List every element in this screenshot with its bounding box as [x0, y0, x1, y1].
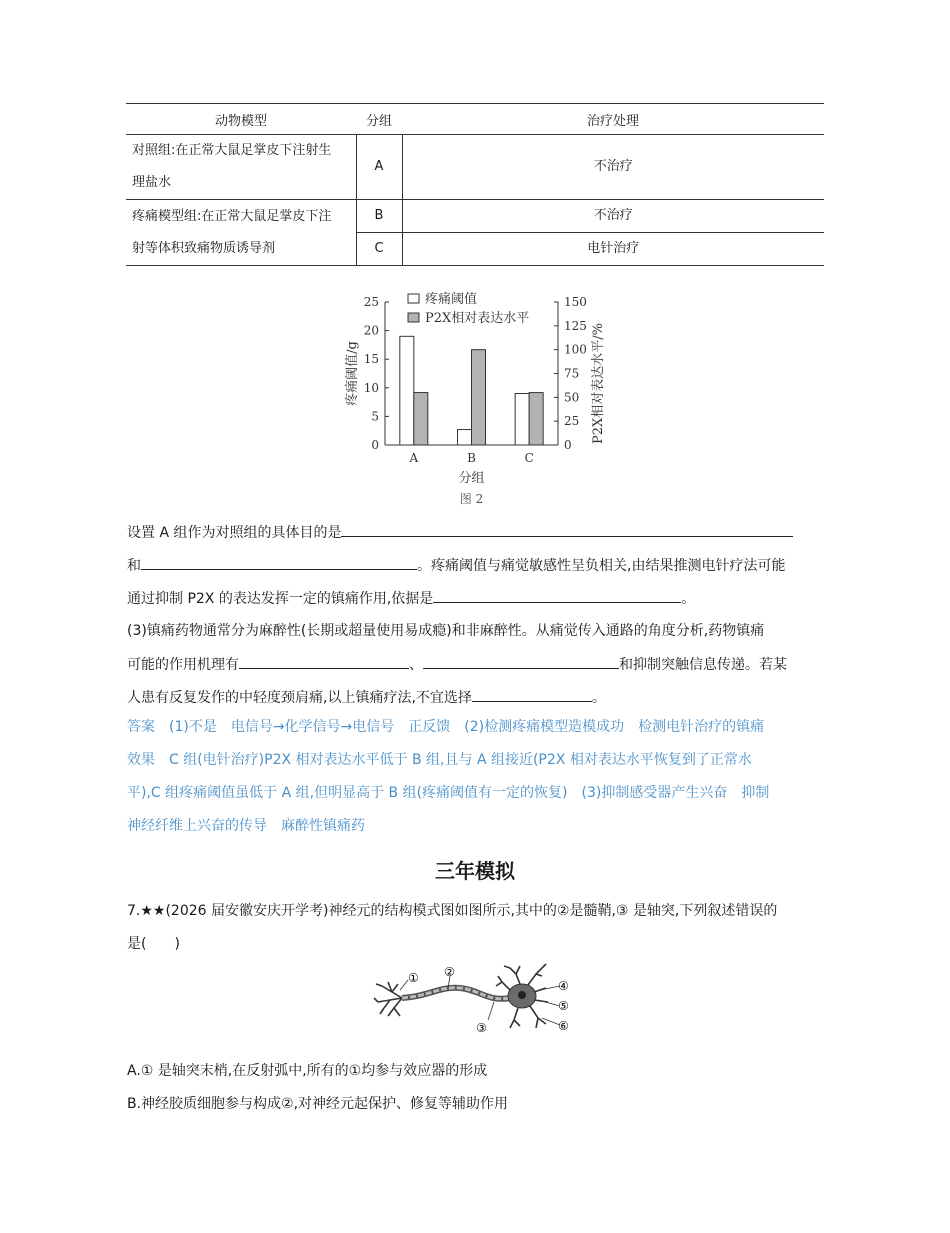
left-axis-label: 疼痛阈值/g — [345, 341, 360, 406]
question-2-line-2 — [127, 555, 785, 576]
myelin-sheath-shape — [402, 988, 510, 999]
table-cell-treatment: 不治疗 — [402, 135, 824, 200]
cell-line: 理盐水 — [132, 175, 172, 190]
right-tick-label: 150 — [564, 295, 587, 309]
x-axis-label: 分组 — [458, 471, 485, 486]
right-axis-label: P2X相对表达水平/% — [591, 322, 606, 445]
table-cell-group: B — [356, 200, 402, 233]
question-7-line-1: 7.★★(2026 届安徽安庆开学考)神经元的结构模式图如图所示,其中的②是髓鞘,③ 是轴突,下列叙述错误的 — [127, 903, 778, 919]
right-tick-label: 50 — [564, 390, 580, 405]
right-tick-label: 100 — [564, 342, 587, 357]
left-tick-label: 10 — [363, 380, 379, 395]
right-tick-label: 25 — [564, 414, 580, 429]
table-cell-group: C — [356, 233, 402, 266]
option-b: B.神经胶质细胞参与构成②,对神经元起保护、修复等辅助作用 — [127, 1096, 509, 1112]
bar-left — [515, 394, 529, 445]
cell-line: 射等体积致痛物质诱导剂 — [132, 240, 276, 256]
left-tick-label: 20 — [363, 323, 379, 338]
treatment-table — [126, 103, 824, 266]
neuron-label-6: ⑥ — [558, 1019, 569, 1033]
left-tick-label: 5 — [371, 409, 379, 424]
bar-right — [472, 350, 486, 445]
nucleus-shape — [518, 991, 526, 999]
text-span: 、 — [409, 657, 423, 673]
bar-left — [458, 430, 472, 445]
neuron-diagram — [370, 962, 580, 1042]
text-span: (3)镇痛药物通常分为麻醉性(长期或超量使用易成瘾)和非麻醉性。从痛觉传入通路的角度分析,药物镇痛 — [127, 623, 765, 639]
neuron-label-2: ② — [444, 965, 455, 979]
table-header-model: 动物模型 — [126, 104, 356, 135]
neuron-label-1: ① — [408, 971, 419, 985]
answer-line-1: 答案 (1)不是 电信号→化学信号→电信号 正反馈 (2)检测疼痛模型造模成功 检测电针治疗的镇痛 — [127, 719, 765, 735]
neuron-label-5: ⑤ — [558, 999, 569, 1013]
text-span: 。 — [681, 591, 696, 607]
section-title: 三年模拟 — [435, 859, 515, 883]
answer-blank[interactable] — [423, 654, 619, 669]
question-7-line-2: 是( ) — [127, 936, 180, 952]
right-tick-label: 75 — [564, 366, 580, 381]
table-row — [126, 200, 824, 233]
legend-label: 疼痛阈值 — [425, 292, 478, 307]
text-span: 可能的作用机理有 — [127, 657, 239, 673]
table-cell-model — [126, 135, 356, 200]
legend-swatch — [408, 313, 419, 322]
answer-blank[interactable] — [239, 654, 409, 669]
cell-line: 疼痛模型组:在正常大鼠足掌皮下注 — [132, 208, 332, 224]
neuron-label-4: ④ — [558, 979, 569, 993]
bar-right — [529, 393, 543, 445]
text-span: 。疼痛阈值与痛觉敏感性呈负相关,由结果推测电针疗法可能 — [417, 558, 786, 574]
table-cell-treatment: 电针治疗 — [402, 233, 824, 266]
x-tick-label: C — [524, 451, 534, 465]
table-header-group: 分组 — [356, 104, 402, 135]
text-span: 设置 A 组作为对照组的具体目的是 — [127, 525, 342, 541]
text-span: 。 — [591, 690, 606, 706]
table-header-row — [126, 104, 824, 135]
text-span: 和 — [127, 558, 141, 574]
text-span: 人患有反复发作的中轻度颈肩痛,以上镇痛疗法,不宜选择 — [127, 690, 472, 706]
bar-right — [414, 393, 428, 445]
x-tick-label: B — [467, 451, 476, 465]
cell-line: 对照组:在正常大鼠足掌皮下注射生 — [132, 143, 332, 158]
left-tick-label: 0 — [371, 438, 379, 452]
question-3-line-2 — [127, 654, 787, 675]
bar-left — [400, 336, 414, 445]
question-3-line-3 — [127, 687, 606, 708]
neuron-label-3: ③ — [476, 1021, 487, 1035]
answer-blank[interactable] — [472, 687, 592, 702]
table-cell-model — [126, 200, 356, 266]
question-2-line-1 — [127, 522, 793, 543]
right-tick-label: 0 — [564, 438, 572, 452]
table-cell-treatment: 不治疗 — [402, 200, 824, 233]
chart-caption: 图 2 — [459, 492, 484, 506]
bar-chart — [330, 285, 620, 510]
chart-layer — [344, 291, 606, 506]
legend-swatch — [408, 294, 419, 303]
option-a: A.① 是轴突末梢,在反射弧中,所有的①均参与效应器的形成 — [127, 1063, 488, 1079]
table-cell-group: A — [356, 135, 402, 200]
text-span: 通过抑制 P2X 的表达发挥一定的镇痛作用,依据是 — [127, 591, 434, 607]
x-tick-label: A — [409, 451, 419, 465]
legend-label: P2X相对表达水平 — [425, 311, 530, 326]
table-header-treatment: 治疗处理 — [402, 104, 824, 135]
left-tick-label: 25 — [363, 295, 379, 309]
answer-line-4: 神经纤维上兴奋的传导 麻醉性镇痛药 — [127, 818, 365, 834]
answer-blank[interactable] — [341, 522, 793, 537]
answer-blank[interactable] — [433, 588, 681, 603]
table-row — [126, 135, 824, 200]
axon-terminal-shape — [374, 982, 402, 1016]
right-tick-label: 125 — [564, 318, 587, 333]
question-2-line-3 — [127, 588, 695, 609]
answer-line-3: 平),C 组疼痛阈值虽低于 A 组,但明显高于 B 组(疼痛阈值有一定的恢复) (3)抑制感受器产生兴奋 抑制 — [127, 785, 770, 801]
question-3-line-1 — [127, 621, 764, 641]
text-span: 和抑制突触信息传递。若某 — [619, 657, 787, 673]
left-tick-label: 15 — [363, 352, 379, 367]
answer-line-2: 效果 C 组(电针治疗)P2X 相对表达水平低于 B 组,且与 A 组接近(P2X 相对表达水平恢复到了正常水 — [127, 752, 752, 768]
answer-blank[interactable] — [141, 555, 417, 570]
